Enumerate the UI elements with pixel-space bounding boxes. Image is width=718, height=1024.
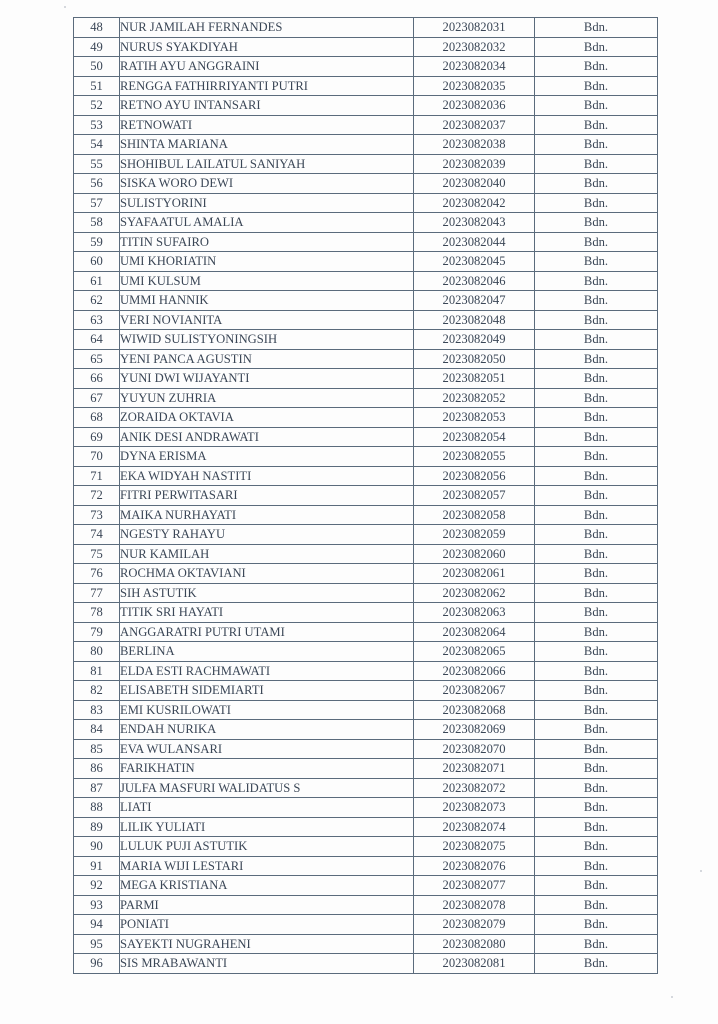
- name-cell: ANGGARATRI PUTRI UTAMI: [120, 622, 414, 642]
- location-cell: Bdn.: [535, 37, 658, 57]
- registration-number-cell: 2023082037: [414, 115, 535, 135]
- location-cell: Bdn.: [535, 388, 658, 408]
- scan-speck: [700, 870, 702, 872]
- row-number-cell: 53: [74, 115, 120, 135]
- name-cell: VERI NOVIANITA: [120, 310, 414, 330]
- location-cell: Bdn.: [535, 505, 658, 525]
- name-cell: SHINTA MARIANA: [120, 135, 414, 155]
- location-cell: Bdn.: [535, 681, 658, 701]
- name-cell: YENI PANCA AGUSTIN: [120, 349, 414, 369]
- table-row: [74, 388, 658, 408]
- location-cell: Bdn.: [535, 486, 658, 506]
- registration-number-cell: 2023082034: [414, 57, 535, 77]
- row-number-cell: 84: [74, 720, 120, 740]
- location-cell: Bdn.: [535, 583, 658, 603]
- registration-number-cell: 2023082063: [414, 603, 535, 623]
- row-number-cell: 70: [74, 447, 120, 467]
- name-cell: ANIK DESI ANDRAWATI: [120, 427, 414, 447]
- registration-number-cell: 2023082038: [414, 135, 535, 155]
- table-row: [74, 271, 658, 291]
- name-cell: ELDA ESTI RACHMAWATI: [120, 661, 414, 681]
- name-cell: SHOHIBUL LAILATUL SANIYAH: [120, 154, 414, 174]
- row-number-cell: 69: [74, 427, 120, 447]
- name-cell: SULISTYORINI: [120, 193, 414, 213]
- row-number-cell: 64: [74, 330, 120, 350]
- name-cell: RETNO AYU INTANSARI: [120, 96, 414, 116]
- row-number-cell: 87: [74, 778, 120, 798]
- registration-number-cell: 2023082039: [414, 154, 535, 174]
- scan-speck: [671, 996, 673, 998]
- table-row: [74, 18, 658, 38]
- registration-number-cell: 2023082076: [414, 856, 535, 876]
- table-row: [74, 544, 658, 564]
- registration-number-cell: 2023082077: [414, 876, 535, 896]
- row-number-cell: 67: [74, 388, 120, 408]
- table-row: [74, 466, 658, 486]
- table-row: [74, 37, 658, 57]
- row-number-cell: 88: [74, 798, 120, 818]
- location-cell: Bdn.: [535, 466, 658, 486]
- row-number-cell: 66: [74, 369, 120, 389]
- table-row: [74, 876, 658, 896]
- table-row: [74, 369, 658, 389]
- name-cell: NGESTY RAHAYU: [120, 525, 414, 545]
- location-cell: Bdn.: [535, 408, 658, 428]
- name-cell: ROCHMA OKTAVIANI: [120, 564, 414, 584]
- name-cell: RETNOWATI: [120, 115, 414, 135]
- location-cell: Bdn.: [535, 856, 658, 876]
- registration-number-cell: 2023082050: [414, 349, 535, 369]
- location-cell: Bdn.: [535, 369, 658, 389]
- registration-number-cell: 2023082075: [414, 837, 535, 857]
- row-number-cell: 75: [74, 544, 120, 564]
- location-cell: Bdn.: [535, 934, 658, 954]
- registration-number-cell: 2023082078: [414, 895, 535, 915]
- registration-number-cell: 2023082052: [414, 388, 535, 408]
- location-cell: Bdn.: [535, 213, 658, 233]
- table-row: [74, 154, 658, 174]
- table-row: [74, 720, 658, 740]
- name-cell: PONIATI: [120, 915, 414, 935]
- name-cell: NUR KAMILAH: [120, 544, 414, 564]
- table-row: [74, 661, 658, 681]
- location-cell: Bdn.: [535, 720, 658, 740]
- table-row: [74, 622, 658, 642]
- row-number-cell: 86: [74, 759, 120, 779]
- table-row: [74, 135, 658, 155]
- location-cell: Bdn.: [535, 154, 658, 174]
- location-cell: Bdn.: [535, 252, 658, 272]
- name-cell: JULFA MASFURI WALIDATUS S: [120, 778, 414, 798]
- table-row: [74, 427, 658, 447]
- registration-number-cell: 2023082032: [414, 37, 535, 57]
- registration-number-cell: 2023082053: [414, 408, 535, 428]
- row-number-cell: 83: [74, 700, 120, 720]
- location-cell: Bdn.: [535, 915, 658, 935]
- row-number-cell: 55: [74, 154, 120, 174]
- registration-number-cell: 2023082070: [414, 739, 535, 759]
- table-row: [74, 115, 658, 135]
- location-cell: Bdn.: [535, 564, 658, 584]
- registration-number-cell: 2023082054: [414, 427, 535, 447]
- location-cell: Bdn.: [535, 954, 658, 974]
- row-number-cell: 80: [74, 642, 120, 662]
- name-cell: RATIH AYU ANGGRAINI: [120, 57, 414, 77]
- row-number-cell: 93: [74, 895, 120, 915]
- name-cell: NUR JAMILAH FERNANDES: [120, 18, 414, 38]
- row-number-cell: 56: [74, 174, 120, 194]
- table-row: [74, 447, 658, 467]
- name-cell: YUYUN ZUHRIA: [120, 388, 414, 408]
- registration-number-cell: 2023082051: [414, 369, 535, 389]
- row-number-cell: 57: [74, 193, 120, 213]
- location-cell: Bdn.: [535, 739, 658, 759]
- location-cell: Bdn.: [535, 544, 658, 564]
- table-row: [74, 681, 658, 701]
- name-cell: SIH ASTUTIK: [120, 583, 414, 603]
- row-number-cell: 94: [74, 915, 120, 935]
- name-cell: LIATI: [120, 798, 414, 818]
- location-cell: Bdn.: [535, 271, 658, 291]
- registration-number-cell: 2023082064: [414, 622, 535, 642]
- location-cell: Bdn.: [535, 57, 658, 77]
- registration-number-cell: 2023082036: [414, 96, 535, 116]
- table-row: [74, 310, 658, 330]
- row-number-cell: 89: [74, 817, 120, 837]
- location-cell: Bdn.: [535, 310, 658, 330]
- row-number-cell: 49: [74, 37, 120, 57]
- registration-number-cell: 2023082057: [414, 486, 535, 506]
- table-row: [74, 642, 658, 662]
- name-cell: SAYEKTI NUGRAHENI: [120, 934, 414, 954]
- row-number-cell: 65: [74, 349, 120, 369]
- row-number-cell: 60: [74, 252, 120, 272]
- table-row: [74, 837, 658, 857]
- row-number-cell: 92: [74, 876, 120, 896]
- name-cell: DYNA ERISMA: [120, 447, 414, 467]
- location-cell: Bdn.: [535, 622, 658, 642]
- row-number-cell: 72: [74, 486, 120, 506]
- registration-number-cell: 2023082074: [414, 817, 535, 837]
- location-cell: Bdn.: [535, 330, 658, 350]
- location-cell: Bdn.: [535, 798, 658, 818]
- name-cell: EMI KUSRILOWATI: [120, 700, 414, 720]
- name-cell: NURUS SYAKDIYAH: [120, 37, 414, 57]
- name-cell: WIWID SULISTYONINGSIH: [120, 330, 414, 350]
- table-row: [74, 798, 658, 818]
- location-cell: Bdn.: [535, 349, 658, 369]
- location-cell: Bdn.: [535, 525, 658, 545]
- name-cell: MAIKA NURHAYATI: [120, 505, 414, 525]
- name-cell: ELISABETH SIDEMIARTI: [120, 681, 414, 701]
- scan-speck: [64, 6, 66, 8]
- registration-number-cell: 2023082079: [414, 915, 535, 935]
- row-number-cell: 90: [74, 837, 120, 857]
- table-row: [74, 57, 658, 77]
- name-cell: EKA WIDYAH NASTITI: [120, 466, 414, 486]
- location-cell: Bdn.: [535, 759, 658, 779]
- row-number-cell: 73: [74, 505, 120, 525]
- registration-number-cell: 2023082045: [414, 252, 535, 272]
- location-cell: Bdn.: [535, 700, 658, 720]
- table-row: [74, 934, 658, 954]
- table-row: [74, 583, 658, 603]
- registration-number-cell: 2023082055: [414, 447, 535, 467]
- row-number-cell: 85: [74, 739, 120, 759]
- name-cell: UMI KHORIATIN: [120, 252, 414, 272]
- row-number-cell: 68: [74, 408, 120, 428]
- table-row: [74, 739, 658, 759]
- row-number-cell: 62: [74, 291, 120, 311]
- table-row: [74, 96, 658, 116]
- table-row: [74, 525, 658, 545]
- row-number-cell: 76: [74, 564, 120, 584]
- registration-number-cell: 2023082062: [414, 583, 535, 603]
- table-row: [74, 603, 658, 623]
- registration-number-cell: 2023082059: [414, 525, 535, 545]
- location-cell: Bdn.: [535, 642, 658, 662]
- registration-number-cell: 2023082072: [414, 778, 535, 798]
- location-cell: Bdn.: [535, 18, 658, 38]
- table-row: [74, 232, 658, 252]
- registration-number-cell: 2023082068: [414, 700, 535, 720]
- row-number-cell: 78: [74, 603, 120, 623]
- row-number-cell: 96: [74, 954, 120, 974]
- location-cell: Bdn.: [535, 135, 658, 155]
- name-cell: PARMI: [120, 895, 414, 915]
- name-cell: TITIN SUFAIRO: [120, 232, 414, 252]
- row-number-cell: 54: [74, 135, 120, 155]
- registration-number-cell: 2023082060: [414, 544, 535, 564]
- table-row: [74, 856, 658, 876]
- name-cell: SIS MRABAWANTI: [120, 954, 414, 974]
- row-number-cell: 50: [74, 57, 120, 77]
- registration-number-cell: 2023082031: [414, 18, 535, 38]
- row-number-cell: 81: [74, 661, 120, 681]
- row-number-cell: 59: [74, 232, 120, 252]
- name-cell: YUNI DWI WIJAYANTI: [120, 369, 414, 389]
- name-cell: RENGGA FATHIRRIYANTI PUTRI: [120, 76, 414, 96]
- registration-number-cell: 2023082056: [414, 466, 535, 486]
- name-cell: UMMI HANNIK: [120, 291, 414, 311]
- row-number-cell: 58: [74, 213, 120, 233]
- registration-number-cell: 2023082042: [414, 193, 535, 213]
- location-cell: Bdn.: [535, 837, 658, 857]
- table-row: [74, 349, 658, 369]
- table-row: [74, 330, 658, 350]
- table-row: [74, 174, 658, 194]
- name-cell: ZORAIDA OKTAVIA: [120, 408, 414, 428]
- registration-number-cell: 2023082046: [414, 271, 535, 291]
- location-cell: Bdn.: [535, 291, 658, 311]
- registration-number-cell: 2023082065: [414, 642, 535, 662]
- table-row: [74, 915, 658, 935]
- name-cell: BERLINA: [120, 642, 414, 662]
- location-cell: Bdn.: [535, 778, 658, 798]
- name-cell: SISKA WORO DEWI: [120, 174, 414, 194]
- registration-number-cell: 2023082066: [414, 661, 535, 681]
- location-cell: Bdn.: [535, 895, 658, 915]
- table-row: [74, 213, 658, 233]
- table-row: [74, 505, 658, 525]
- location-cell: Bdn.: [535, 447, 658, 467]
- location-cell: Bdn.: [535, 174, 658, 194]
- table-row: [74, 486, 658, 506]
- registration-number-cell: 2023082035: [414, 76, 535, 96]
- location-cell: Bdn.: [535, 115, 658, 135]
- row-number-cell: 74: [74, 525, 120, 545]
- row-number-cell: 71: [74, 466, 120, 486]
- registration-number-cell: 2023082044: [414, 232, 535, 252]
- registration-number-cell: 2023082067: [414, 681, 535, 701]
- location-cell: Bdn.: [535, 96, 658, 116]
- registration-number-cell: 2023082048: [414, 310, 535, 330]
- registration-number-cell: 2023082080: [414, 934, 535, 954]
- table-row: [74, 193, 658, 213]
- name-cell: LILIK YULIATI: [120, 817, 414, 837]
- name-cell: FARIKHATIN: [120, 759, 414, 779]
- table-row: [74, 954, 658, 974]
- name-cell: LULUK PUJI ASTUTIK: [120, 837, 414, 857]
- row-number-cell: 52: [74, 96, 120, 116]
- registration-number-cell: 2023082071: [414, 759, 535, 779]
- registration-number-cell: 2023082073: [414, 798, 535, 818]
- location-cell: Bdn.: [535, 193, 658, 213]
- name-cell: SYAFAATUL AMALIA: [120, 213, 414, 233]
- registration-number-cell: 2023082061: [414, 564, 535, 584]
- row-number-cell: 48: [74, 18, 120, 38]
- table-row: [74, 778, 658, 798]
- name-cell: FITRI PERWITASARI: [120, 486, 414, 506]
- registration-number-cell: 2023082043: [414, 213, 535, 233]
- row-number-cell: 51: [74, 76, 120, 96]
- table-row: [74, 408, 658, 428]
- name-cell: MARIA WIJI LESTARI: [120, 856, 414, 876]
- location-cell: Bdn.: [535, 603, 658, 623]
- location-cell: Bdn.: [535, 76, 658, 96]
- location-cell: Bdn.: [535, 427, 658, 447]
- registration-number-cell: 2023082069: [414, 720, 535, 740]
- registration-number-cell: 2023082081: [414, 954, 535, 974]
- location-cell: Bdn.: [535, 661, 658, 681]
- registration-number-cell: 2023082049: [414, 330, 535, 350]
- location-cell: Bdn.: [535, 232, 658, 252]
- row-number-cell: 95: [74, 934, 120, 954]
- name-cell: MEGA KRISTIANA: [120, 876, 414, 896]
- table-row: [74, 291, 658, 311]
- table-row: [74, 895, 658, 915]
- row-number-cell: 79: [74, 622, 120, 642]
- table-row: [74, 252, 658, 272]
- table-row: [74, 564, 658, 584]
- registration-number-cell: 2023082058: [414, 505, 535, 525]
- name-cell: EVA WULANSARI: [120, 739, 414, 759]
- name-cell: ENDAH NURIKA: [120, 720, 414, 740]
- table-row: [74, 817, 658, 837]
- name-cell: UMI KULSUM: [120, 271, 414, 291]
- row-number-cell: 77: [74, 583, 120, 603]
- table-row: [74, 759, 658, 779]
- registration-number-cell: 2023082047: [414, 291, 535, 311]
- participant-table: [73, 17, 658, 974]
- table-row: [74, 700, 658, 720]
- row-number-cell: 91: [74, 856, 120, 876]
- row-number-cell: 63: [74, 310, 120, 330]
- registration-number-cell: 2023082040: [414, 174, 535, 194]
- location-cell: Bdn.: [535, 876, 658, 896]
- row-number-cell: 61: [74, 271, 120, 291]
- row-number-cell: 82: [74, 681, 120, 701]
- name-cell: TITIK SRI HAYATI: [120, 603, 414, 623]
- table-row: [74, 76, 658, 96]
- participant-table-body: [74, 18, 658, 974]
- location-cell: Bdn.: [535, 817, 658, 837]
